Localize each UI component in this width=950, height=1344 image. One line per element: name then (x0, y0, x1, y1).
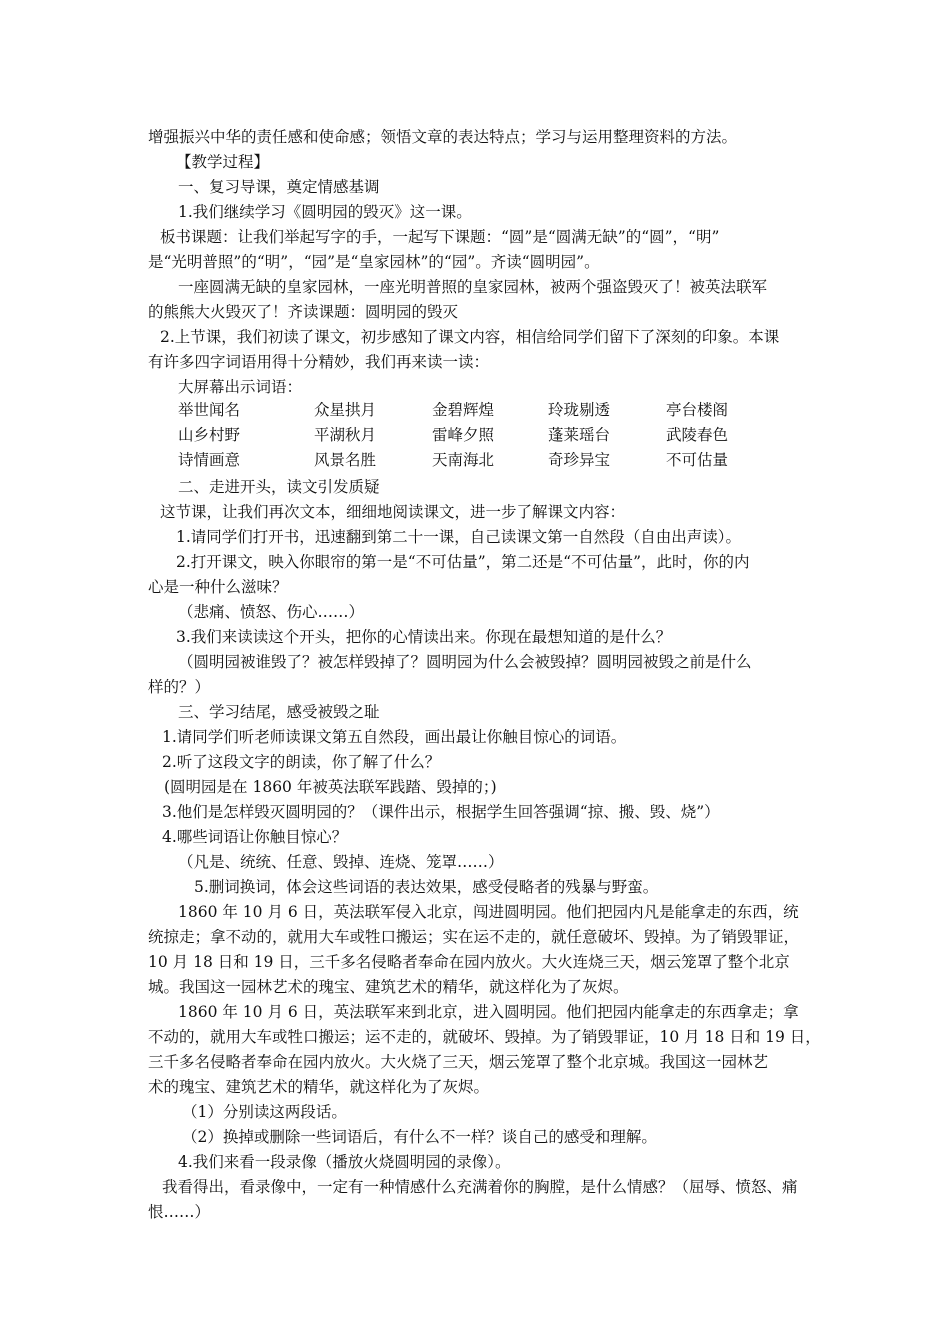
text-line: 术的瑰宝、建筑艺术的精华，就这样化为了灰烬。 (148, 1078, 490, 1096)
word-item: 亭台楼阁 (666, 401, 729, 419)
text-line: 5.删词换词，体会这些词语的表达效果，感受侵略者的残暴与野蛮。 (194, 878, 659, 896)
word-item: 风景名胜 (314, 451, 377, 469)
text-line: 城。我国这一园林艺术的瑰宝、建筑艺术的精华，就这样化为了灰烬。 (148, 978, 629, 996)
text-line: 10 月 18 日和 19 日，三千多名侵略者奉命在园内放火。大火连烧三天，烟云笼罩了整个北京 (148, 953, 790, 971)
word-item: 众星拱月 (314, 401, 377, 419)
word-item: 武陵春色 (666, 426, 729, 444)
text-line: （1）分别读这两段话。 (182, 1103, 347, 1121)
text-line: 样的？） (148, 678, 211, 696)
text-line: 2.打开课文，映入你眼帘的第一是“不可估量”，第二还是“不可估量”，此时，你的内 (176, 553, 750, 571)
word-item: 蓬莱瑶台 (548, 426, 611, 444)
section-heading: 二、走进开头，读文引发质疑 (178, 478, 380, 496)
text-line: 1.请同学们听老师读课文第五自然段，画出最让你触目惊心的词语。 (162, 728, 627, 746)
text-line: 增强振兴中华的责任感和使命感；领悟文章的表达特点；学习与运用整理资料的方法。 (148, 128, 738, 146)
text-line: 这节课，让我们再次文本，细细地阅读课文，进一步了解课文内容： (160, 503, 626, 521)
text-line: 心是一种什么滋味？ (148, 578, 288, 596)
section-heading: 三、学习结尾，感受被毁之耻 (178, 703, 380, 721)
text-line: 我看得出，看录像中，一定有一种情感什么充满着你的胸膛，是什么情感？（屈辱、愤怒、痛 (162, 1178, 798, 1196)
section-heading: 一、复习导课，奠定情感基调 (178, 178, 380, 196)
word-item: 奇珍异宝 (548, 451, 611, 469)
text-line: 1.请同学们打开书，迅速翻到第二十一课，自己读课文第一自然段（自由出声读）。 (176, 528, 742, 546)
text-line: 3.他们是怎样毁灭圆明园的？（课件出示，根据学生回答强调“掠、搬、毁、烧”） (162, 803, 720, 821)
text-line: 不动的，就用大车或牲口搬运；运不走的，就破坏、毁掉。为了销毁罪证，10 月 18 日和 19 日， (148, 1028, 821, 1046)
text-line: 1860 年 10 月 6 日，英法联军来到北京，进入圆明园。他们把园内能拿走的东西拿走；拿 (178, 1003, 799, 1021)
text-line: 大屏幕出示词语： (178, 378, 303, 396)
text-line: 是“光明普照”的“明”，“园”是“皇家园林”的“园”。齐读“圆明园”。 (148, 253, 600, 271)
text-line: 3.我们来读读这个开头，把你的心情读出来。你现在最想知道的是什么？ (176, 628, 672, 646)
text-line: 恨……） (148, 1203, 211, 1221)
text-line: (圆明园是在 1860 年被英法联军践踏、毁掉的；) (164, 778, 497, 796)
word-item: 平湖秋月 (314, 426, 377, 444)
text-line: 板书课题：让我们举起写字的手，一起写下课题：“圆”是“圆满无缺”的“圆”，“明” (160, 228, 720, 246)
text-line: （悲痛、愤怒、伤心……） (178, 603, 365, 621)
word-item: 玲珑剔透 (548, 401, 611, 419)
text-line: 1.我们继续学习《圆明园的毁灭》这一课。 (178, 203, 472, 221)
text-line: 三千多名侵略者奉命在园内放火。大火烧了三天，烟云笼罩了整个北京城。我国这一园林艺 (148, 1053, 769, 1071)
text-line: （凡是、统统、任意、毁掉、连烧、笼罩……） (178, 853, 504, 871)
text-line: 一座圆满无缺的皇家园林，一座光明普照的皇家园林，被两个强盗毁灭了！被英法联军 (178, 278, 768, 296)
word-item: 天南海北 (432, 451, 495, 469)
word-item: 山乡村野 (178, 426, 241, 444)
text-line: 4.我们来看一段录像（播放火烧圆明园的录像）。 (178, 1153, 511, 1171)
word-grid (178, 400, 766, 470)
text-line: 统掠走；拿不动的，就用大车或牲口搬运；实在运不走的，就任意破坏、毁掉。为了销毁罪证， (148, 928, 800, 946)
word-item: 金碧辉煌 (432, 401, 495, 419)
text-line: 2.听了这段文字的朗读，你了解了什么？ (162, 753, 441, 771)
text-line: 的熊熊大火毁灭了！齐读课题：圆明园的毁灭 (148, 303, 459, 321)
text-line: 1860 年 10 月 6 日，英法联军侵入北京，闯进圆明园。他们把园内凡是能拿走的东西，统 (178, 903, 799, 921)
text-line: 2.上节课，我们初读了课文，初步感知了课文内容，相信给同学们留下了深刻的印象。本课 (160, 328, 780, 346)
word-item: 举世闻名 (178, 401, 241, 419)
word-item: 雷峰夕照 (432, 426, 495, 444)
text-line: （2）换掉或删除一些词语后，有什么不一样？谈自己的感受和理解。 (182, 1128, 657, 1146)
section-heading: 【教学过程】 (176, 153, 270, 171)
text-line: 4.哪些词语让你触目惊心？ (162, 828, 348, 846)
word-item: 不可估量 (666, 451, 729, 469)
text-line: 有许多四字词语用得十分精妙，我们再来读一读： (148, 353, 490, 371)
word-item: 诗情画意 (178, 451, 241, 469)
text-line: （圆明园被谁毁了？被怎样毁掉了？圆明园为什么会被毁掉？圆明园被毁之前是什么 (178, 653, 752, 671)
